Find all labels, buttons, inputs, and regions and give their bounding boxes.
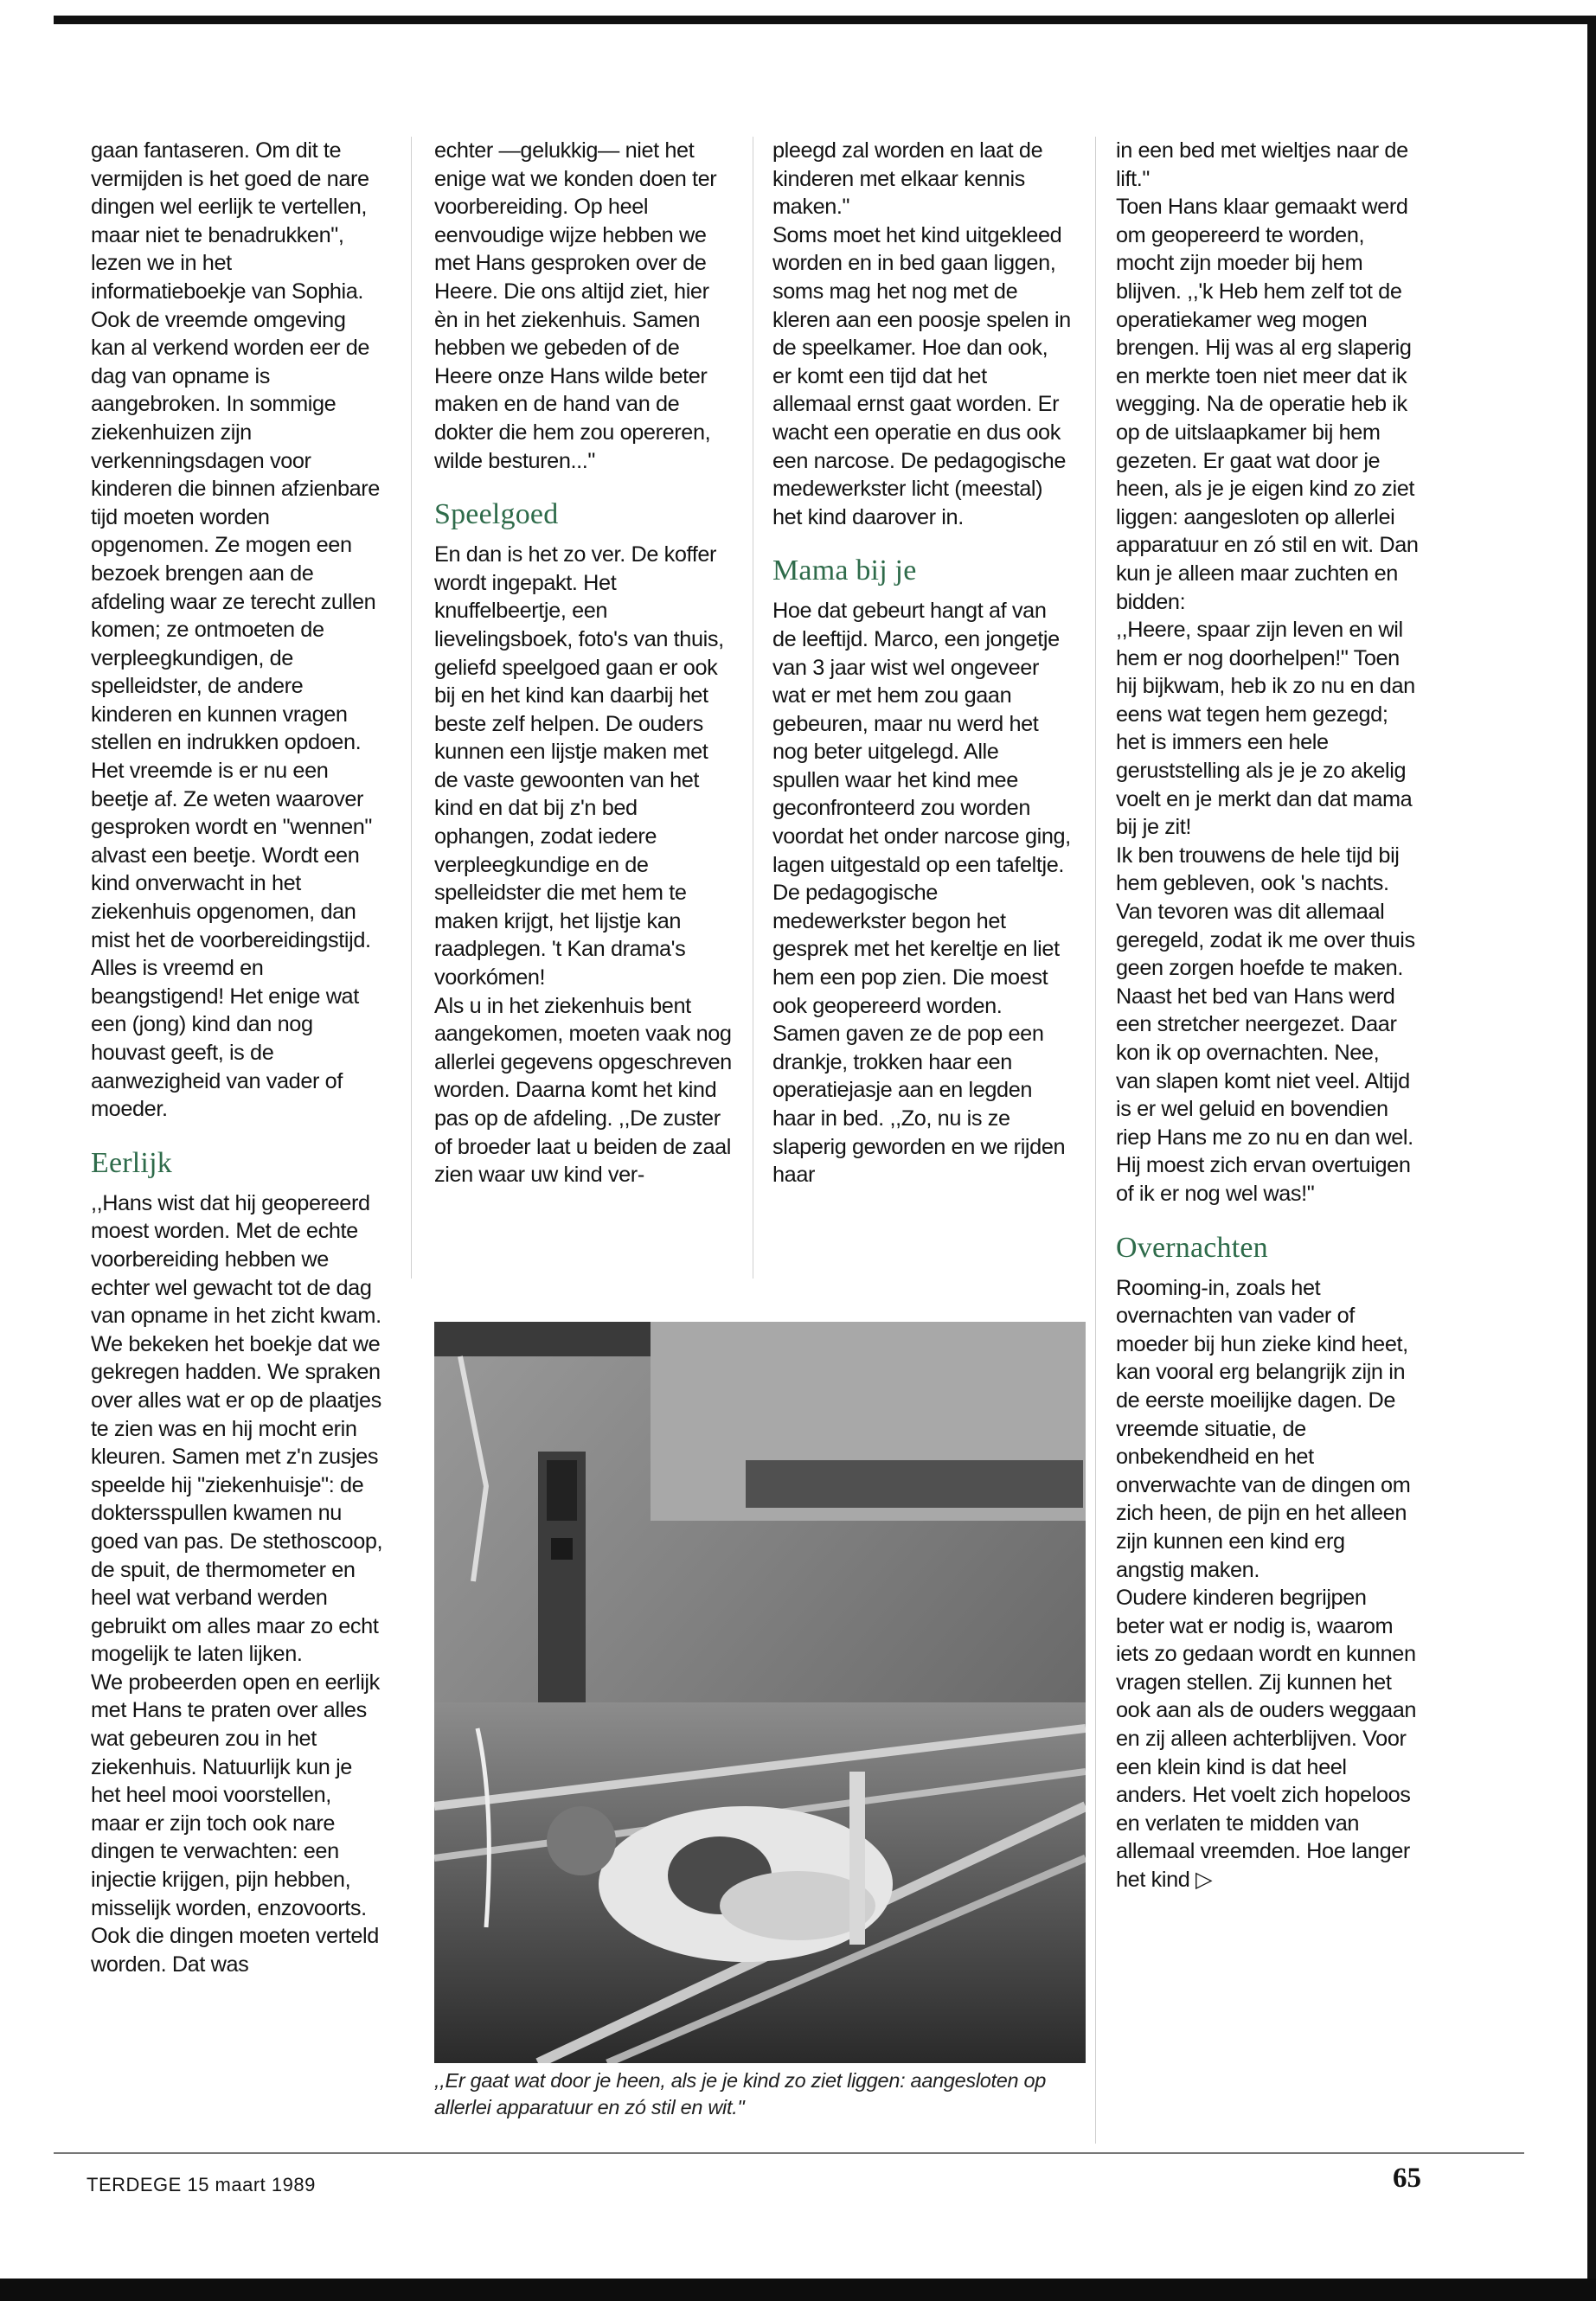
text-column-4 <box>1116 137 1419 1894</box>
paragraph: Hoe dat gebeurt hangt af van de leeftijd. Marco, een jongetje van 3 jaar wist wel ongeveer wat er met hem zou gaan gebeuren, maar nu werd het nog beter uitgelegd. Alle spullen waar het kind mee geconfronteerd zou worden voordat het onder narcose ging, lagen uitgestald op een tafeltje. De pedagogische medewerkster begon het gesprek met het kereltje en liet hem een pop zien. Die moest ook geopereerd worden. Samen gaven ze de pop een drankje, trokken haar een operatiejasje aan en legden haar in bed. ,,Zo, nu is ze slaperig geworden en we rijden haar <box>772 599 1071 1188</box>
paragraph: pleegd zal worden en laat de kinderen met elkaar kennis maken." <box>772 138 1043 220</box>
paragraph: Als u in het ziekenhuis bent aangekomen, moeten vaak nog allerlei gegevens opgeschreven worden. Daarna komt het kind pas op de afdeling. ,,De zuster of broeder laat u beiden de zaal zien waar uw kind ver- <box>434 993 732 1188</box>
paragraph: We probeerden open en eerlijk met Hans te praten over alles wat gebeuren zou in het ziekenhuis. Natuurlijk kun je het heel mooi voorstellen, maar er zijn toch ook nare dingen te verwachten: een injectie krijgen, pijn hebben, misselijk worden, enzovoorts. Ook die dingen moeten verteld worden. Dat was <box>91 1670 380 1977</box>
text-column-2 <box>434 137 733 1189</box>
page-number: 65 <box>1393 2163 1421 2194</box>
photo-caption: ,,Er gaat wat door je heen, als je je kind zo ziet liggen: aangesloten op allerlei apparatuur en zó stil en wit." <box>434 2069 1047 2118</box>
paragraph: Ook de vreemde omgeving kan al verkend worden eer de dag van opname is aangebroken. In sommige ziekenhuizen zijn verkenningsdagen voor kinderen die binnen afzienbare tijd moeten worden opgenomen. Ze mogen een bezoek brengen aan de afdeling waar ze terecht zullen komen; ze ontmoeten de verpleegkundigen, de spelleidster, de andere kinderen en kunnen vragen stellen en indrukken opdoen. Het vreemde is er nu een beetje af. Ze weten waarover gesproken wordt en "wennen" alvast een beetje. Wordt een kind onverwacht in het ziekenhuis opgenomen, dan mist het de voorbereidingstijd. Alles is vreemd en beangstigend! Het enige wat een (jong) kind dan nog houvast geeft, is de aanwezigheid van vader of moeder. <box>91 307 380 1122</box>
top-border <box>54 16 1596 24</box>
section-heading-eerlijk: Eerlijk <box>91 1146 172 1179</box>
column-separator <box>1095 137 1096 2144</box>
paragraph: Ik ben trouwens de hele tijd bij hem gebleven, ook 's nachts. Van tevoren was dit allemaal geregeld, zodat ik me over thuis geen zorgen hoefde te maken. Naast het bed van Hans werd een stretcher neergezet. Daar kon ik op overnachten. Nee, van slapen komt niet veel. Altijd is er wel geluid en bovendien riep Hans me zo nu en dan wel. Hij moest zich ervan overtuigen of ik er nog wel was!" <box>1116 843 1415 1206</box>
paragraph: Soms moet het kind uitgekleed worden en in bed gaan liggen, soms mag het nog met de kleren aan een poosje spelen in de speelkamer. Hoe dan ook, er komt een tijd dat het allemaal ernst gaat worden. Er wacht een operatie en dus ook een narcose. De pedagogische medewerkster licht (meestal) het kind daarover in. <box>772 222 1071 529</box>
paragraph: ,,Hans wist dat hij geopereerd moest worden. Met de echte voorbereiding hebben we echter wel gewacht tot de dag van opname in het zicht kwam. We bekeken het boekje dat we gekregen hadden. We spraken over alles wat er op de plaatjes te zien was en hij mocht erin kleuren. Samen met z'n zusjes speelde hij "ziekenhuisje": de doktersspullen kwamen nu goed van pas. De stethoscoop, de spuit, de thermometer en heel wat verband werden gebruikt om alles maar zo echt mogelijk te laten lijken. <box>91 1190 383 1667</box>
column-separator <box>411 137 412 1279</box>
publication-info: TERDEGE 15 maart 1989 <box>87 2174 316 2195</box>
paragraph: Toen Hans klaar gemaakt werd om geopereerd te worden, mocht zijn moeder bij hem blijven. ,,'k Heb hem zelf tot de operatiekamer weg mogen brengen. Hij was al erg slaperig en merkte toen niet meer dat ik wegging. Na de operatie heb ik op de uitslaapkamer bij hem gezeten. Er gaat wat door je heen, als je je eigen kind zo ziet liggen: aangesloten op allerlei apparatuur en zó stil en wit. Dan kun je alleen maar zuchten en bidden: <box>1116 195 1419 614</box>
paragraph: in een bed met wieltjes naar de lift." <box>1116 138 1408 191</box>
paragraph: Oudere kinderen begrijpen beter wat er nodig is, waarom iets zo gedaan wordt en kunnen vragen stellen. Zij kunnen het ook aan als de ouders weggaan en zij alleen achterblijven. Voor een klein kind is dat heel anders. Het voelt zich hopeloos en verlaten te midden van allemaal vreemden. Hoe langer het kind ▷ <box>1116 1586 1417 1893</box>
footer-divider <box>54 2152 1524 2154</box>
hospital-bed-photo <box>434 1322 1086 2063</box>
paragraph: echter —gelukkig— niet het enige wat we konden doen ter voorbereiding. Op heel eenvoudige wijze hebben we met Hans gesproken over de Heere. Die ons altijd ziet, hier èn in het ziekenhuis. Samen hebben we gebeden of de Heere onze Hans wilde beter maken en de hand van de dokter die hem zou opereren, wilde besturen..." <box>434 138 717 473</box>
section-heading-speelgoed: Speelgoed <box>434 498 559 531</box>
section-heading-overnachten: Overnachten <box>1116 1231 1268 1264</box>
text-column-3 <box>772 137 1071 1189</box>
paragraph: ,,Heere, spaar zijn leven en wil hem er nog doorhelpen!" Toen hij bijkwam, heb ik zo nu en dan eens wat tegen hem gezegd; het is immers een hele geruststelling als je je zo akelig voelt en je merkt dan dat mama bij je zit! <box>1116 618 1415 840</box>
child-in-hospital-bed-image <box>434 1322 1086 2063</box>
paragraph: gaan fantaseren. Om dit te vermijden is het goed de nare dingen wel eerlijk te vertellen, maar niet te benadrukken", lezen we in het informatieboekje van Sophia. <box>91 138 369 304</box>
paragraph: En dan is het zo ver. De koffer wordt ingepakt. Het knuffelbeertje, een lievelingsboek, foto's van thuis, geliefd speelgoed gaan er ook bij en het kind kan daarbij het beste zelf helpen. De ouders kunnen een lijstje maken met de vaste gewoonten van het kind en dat bij z'n bed ophangen, zodat iedere verpleegkundige en de spelleidster die met hem te maken krijgt, het lijstje kan raadplegen. 't Kan drama's voorkómen! <box>434 542 724 990</box>
paragraph: Rooming-in, zoals het overnachten van vader of moeder bij hun zieke kind heet, kan vooral erg belangrijk zijn in de eerste moeilijke dagen. De vreemde situatie, de onbekendheid en het onverwachte van de dingen om zich heen, de pijn en het alleen zijn kunnen een kind erg angstig maken. <box>1116 1275 1411 1582</box>
right-border <box>1587 16 1596 2301</box>
section-heading-mama-bij-je: Mama bij je <box>772 554 917 587</box>
text-column-1 <box>91 137 385 1978</box>
bottom-border <box>0 2279 1596 2301</box>
